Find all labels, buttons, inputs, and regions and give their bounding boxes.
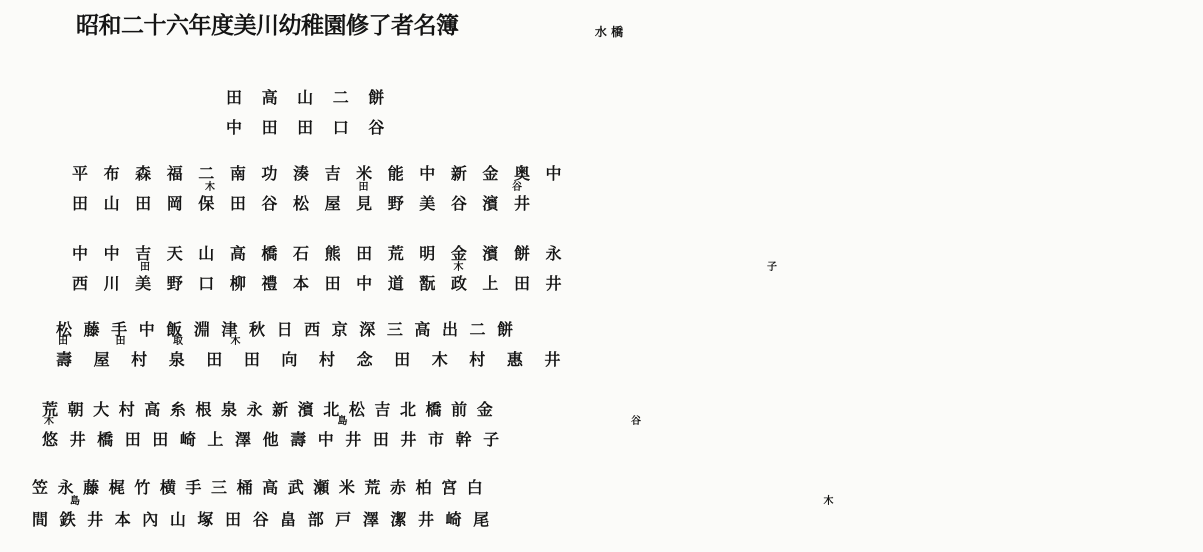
group-1-bottom: 田 山 田 岡 保 田 谷 松 屋 見 野 美 谷 濱 井 [72,194,535,213]
group-4-mid: 木 島 谷 [44,416,781,427]
header-line-1: 田 高 山 二 餅 [226,88,392,107]
group-4-bottom: 悠 井 橋 田 田 崎 上 澤 他 壽 中 井 田 井 市 幹 子 [42,430,503,449]
side-note: 水 橋 [594,25,624,39]
group-4-top: 荒 朝 大 村 高 糸 根 泉 永 新 濱 北 松 吉 北 橋 前 金 [42,400,495,419]
group-2-mid: 田 木 子 [140,262,927,273]
group-3-bottom: 壽 屋 村 泉 田 田 向 村 念 田 木 村 惠 井 [56,350,569,369]
document-title: 昭和二十六年度美川幼稚園修了者名簿 [76,12,459,39]
group-2-top: 中 中 吉 天 山 高 橋 石 熊 田 荒 明 金 濱 餅 永 [72,244,567,263]
group-1-top: 平 布 森 福 二 南 功 湊 吉 米 能 中 新 金 奥 中 [72,164,567,183]
group-5-mid: 島 木 [70,496,1203,507]
group-3-mid: 田 田 取 木 [58,336,263,347]
group-1-mid: 木 田 谷 [205,182,592,193]
group-5-bottom: 間 鉄 井 本 內 山 塚 田 谷 畠 部 戸 澤 潔 井 崎 尾 [32,510,493,529]
group-5-top: 笠 永 藤 梶 竹 横 手 三 桶 高 武 瀬 米 荒 赤 柏 宮 白 [32,478,485,497]
group-2-bottom: 西 川 美 野 口 柳 禮 本 田 中 道 翫 政 上 田 井 [72,274,567,293]
header-line-2: 中 田 田 口 谷 [226,118,392,137]
group-3-top: 松 藤 手 中 飯 淵 津 秋 日 西 京 深 三 高 出 二 餅 [56,320,517,339]
